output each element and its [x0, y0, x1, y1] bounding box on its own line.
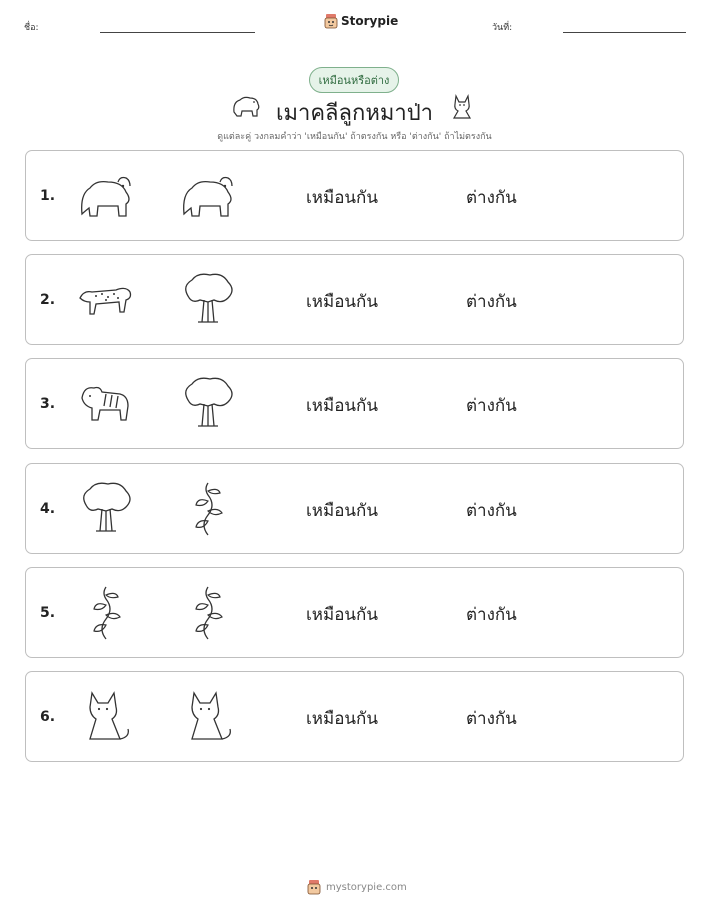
- date-line[interactable]: [563, 32, 686, 33]
- question-row-4: [25, 463, 684, 554]
- wolf-icon: [448, 92, 478, 122]
- question-number: 5.: [40, 605, 56, 621]
- same-option[interactable]: เหมือนกัน: [306, 396, 378, 416]
- question-row-2: [25, 254, 684, 345]
- question-row-5: [25, 567, 684, 658]
- question-number: 3.: [40, 396, 56, 412]
- different-option[interactable]: ต่างกัน: [466, 396, 517, 416]
- different-option[interactable]: ต่างกัน: [466, 188, 517, 208]
- different-option[interactable]: ต่างกัน: [466, 292, 517, 312]
- same-option[interactable]: เหมือนกัน: [306, 605, 378, 625]
- vine-icon: [178, 585, 238, 641]
- name-line[interactable]: [100, 32, 255, 33]
- name-label: ชื่อ:: [24, 23, 39, 33]
- storypie-mascot-icon: [324, 13, 338, 29]
- brand-name: Storypie: [341, 14, 399, 28]
- question-number: 1.: [40, 188, 56, 204]
- instructions: ดูแต่ละคู่ วงกลมคำว่า 'เหมือนกัน' ถ้าตรงกัน หรือ 'ต่างกัน' ถ้าไม่ตรงกัน: [217, 132, 492, 142]
- storypie-logo: [324, 13, 398, 29]
- footer: [307, 879, 407, 895]
- bear-icon: [178, 168, 238, 224]
- question-row-1: [25, 150, 684, 241]
- vine-icon: [178, 481, 238, 537]
- wolf-icon: [76, 689, 136, 745]
- same-option[interactable]: เหมือนกัน: [306, 501, 378, 521]
- vine-icon: [76, 585, 136, 641]
- tree-icon: [178, 376, 238, 432]
- footer-url[interactable]: mystorypie.com: [326, 881, 407, 893]
- tree-icon: [76, 481, 136, 537]
- same-option[interactable]: เหมือนกัน: [306, 709, 378, 729]
- same-option[interactable]: เหมือนกัน: [306, 188, 378, 208]
- storypie-mascot-icon: [307, 879, 321, 895]
- wolf-icon: [178, 689, 238, 745]
- different-option[interactable]: ต่างกัน: [466, 501, 517, 521]
- leopard-icon: [76, 272, 136, 328]
- same-option[interactable]: เหมือนกัน: [306, 292, 378, 312]
- worksheet-type-badge: เหมือนหรือต่าง: [309, 67, 399, 93]
- tree-icon: [178, 272, 238, 328]
- date-label: วันที่:: [492, 23, 513, 33]
- question-row-3: [25, 358, 684, 449]
- tiger-icon: [76, 376, 136, 432]
- question-number: 2.: [40, 292, 56, 308]
- question-number: 4.: [40, 501, 56, 517]
- page-title: เมาคลีลูกหมาป่า: [275, 101, 434, 126]
- different-option[interactable]: ต่างกัน: [466, 605, 517, 625]
- different-option[interactable]: ต่างกัน: [466, 709, 517, 729]
- bear-icon: [76, 168, 136, 224]
- question-row-6: [25, 671, 684, 762]
- question-number: 6.: [40, 709, 56, 725]
